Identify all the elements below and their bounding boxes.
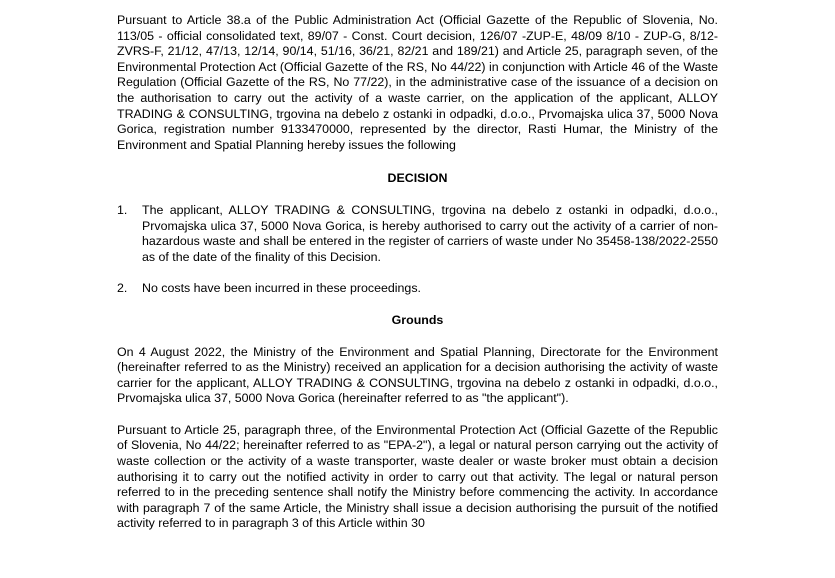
decision-item-text: The applicant, ALLOY TRADING & CONSULTING, trgovina na debelo z ostanki in odpadki, d.o.o., Prvomajska ulica 37, 5000 Nova Gorica, is hereby authorised to carry out the activity of a carrier of non-hazardous waste and shall be entered in the register of carriers of waste under No 35458-138/2022-2550 as of the date of the finality of this Decision.: [142, 202, 718, 264]
decision-item-number: 2.: [117, 281, 128, 296]
decision-item-2: [117, 281, 718, 297]
decision-heading: DECISION: [387, 171, 448, 186]
decision-item-number: 1.: [117, 202, 128, 217]
decision-list: [117, 203, 718, 297]
grounds-paragraph-1: On 4 August 2022, the Ministry of the Environment and Spatial Planning, Directorate for the Environment (hereinafter referred to as the Ministry) received an application for a decision authorising the activity of waste carrier for the applicant, ALLOY TRADING & CONSULTING, trgovina na debelo z ostanki in odpadki, d.o.o., Prvomajska ulica 37, 5000 Nova Gorica (hereinafter referred to as "the applicant").: [117, 344, 718, 406]
intro-paragraph: Pursuant to Article 38.a of the Public Administration Act (Official Gazette of the Republic of Slovenia, No. 113/05 - official consolidated text, 89/07 - Const. Court decision, 126/07 -ZUP-E, 48/09 8/10 - ZUP-G, 8/12-ZVRS-F, 21/12, 47/13, 12/14, 90/14, 51/16, 36/21, 82/21 and 189/21) and Article 25, paragraph seven, of the Environmental Protection Act (Official Gazette of the RS, No 44/22) in conjunction with Article 46 of the Waste Regulation (Official Gazette of the RS, No 77/22), in the administrative case of the issuance of a decision on the authorisation to carry out the activity of a waste carrier, on the application of the applicant, ALLOY TRADING & CONSULTING, trgovina na debelo z ostanki in odpadki, d.o.o., Prvomajska ulica 37, 5000 Nova Gorica, registration number 9133470000, represented by the director, Rasti Humar, the Ministry of the Environment and Spatial Planning hereby issues the following: [117, 13, 718, 152]
decision-item-1: [117, 203, 718, 265]
grounds-paragraph-2: Pursuant to Article 25, paragraph three, of the Environmental Protection Act (Official Gazette of the Republic of Slovenia, No 44/22; hereinafter referred to as "EPA-2"), a legal or natural person carrying out the activity of waste collection or the activity of a waste transporter, waste dealer or waste broker must obtain a decision authorising it to carry out the notified activity in order to carry out that activity. The legal or natural person referred to in the preceding sentence shall notify the Ministry before commencing the activity. In accordance with paragraph 7 of the same Article, the Ministry shall issue a decision authorising the pursuit of the notified activity referred to in paragraph 3 of this Article within 30: [117, 422, 718, 531]
grounds-heading: Grounds: [391, 312, 444, 327]
document-page: [117, 13, 718, 532]
decision-item-text: No costs have been incurred in these proceedings.: [142, 281, 421, 296]
